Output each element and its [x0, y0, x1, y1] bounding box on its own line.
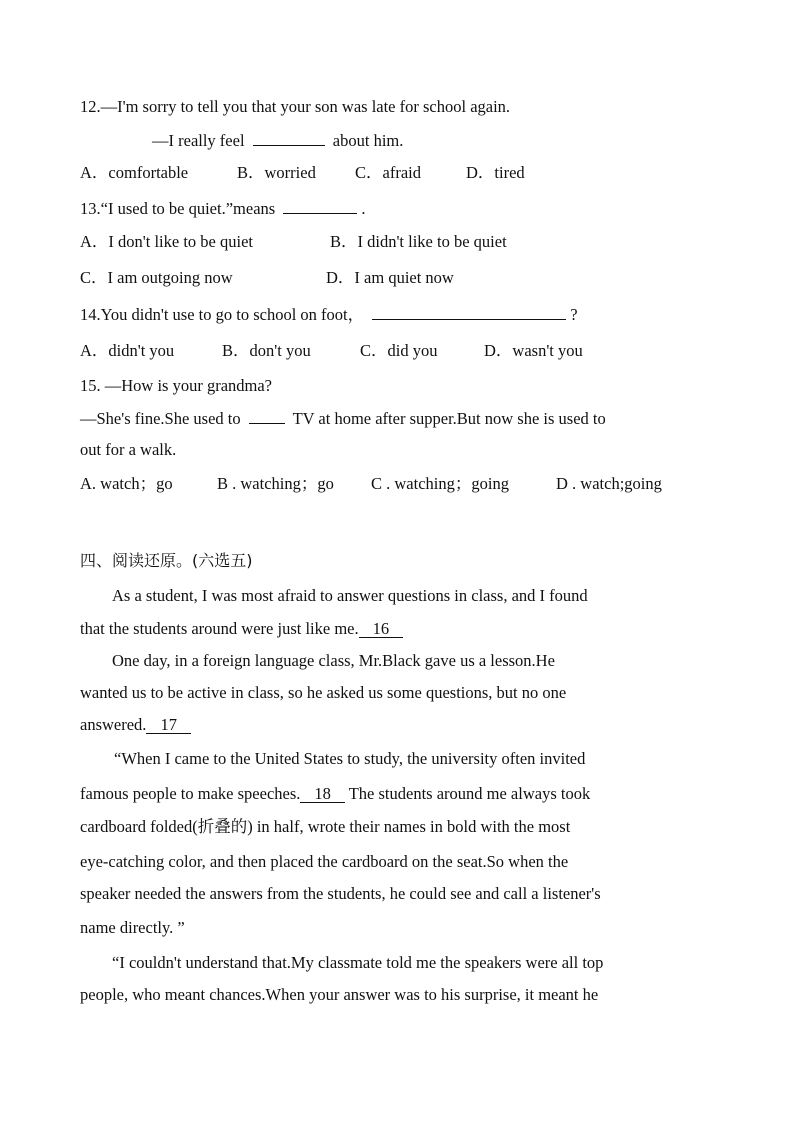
q13-stem [80, 198, 365, 219]
passage-p3-line2 [80, 784, 590, 804]
q14-stem-end: ? [570, 305, 578, 324]
q14-option-b[interactable]: B．don't you [222, 341, 311, 360]
passage-p3-line4: eye-catching color, and then placed the cardboard on the seat.So when the [80, 852, 569, 871]
q15-option-b[interactable]: B . watching；go [217, 474, 334, 493]
passage-p3-text: famous people to make speeches. [80, 784, 301, 803]
q12-reply [152, 130, 403, 151]
blank-17[interactable]: 17 [146, 716, 191, 734]
q14-stem-start: 14.You didn't use to go to school on foot， [80, 305, 365, 324]
q13-stem-start: 13.“I used to be quiet.”means [80, 199, 276, 218]
q12-option-c[interactable]: C．afraid [355, 163, 421, 182]
passage-p3-line3: cardboard folded(折叠的) in half, wrote their names in bold with the most [80, 817, 571, 836]
q15-reply-end: TV at home after supper.But now she is used to [292, 409, 606, 428]
q15-reply-start: —She's fine.She used to [80, 409, 241, 428]
passage-p2-line3 [80, 715, 191, 735]
q15-reply-continued: out for a walk. [80, 440, 177, 459]
q15-stem: 15. —How is your grandma? [80, 376, 273, 395]
q15-option-c[interactable]: C . watching；going [371, 474, 509, 493]
passage-p2-text: answered. [80, 715, 147, 734]
section-heading: 四、阅读还原。(六选五) [80, 551, 253, 570]
q12-reply-start: —I really feel [152, 131, 245, 150]
blank-16[interactable]: 16 [359, 620, 404, 638]
q12-option-a[interactable]: A．comfortable [80, 163, 189, 182]
q15-answer-blank[interactable] [249, 408, 285, 424]
q13-answer-blank[interactable] [283, 198, 357, 214]
q14-option-a[interactable]: A．didn't you [80, 341, 175, 360]
passage-p3-line6: name directly. ” [80, 918, 185, 937]
q13-option-c[interactable]: C．I am outgoing now [80, 268, 233, 287]
passage-p4-line2: people, who meant chances.When your answer was to his surprise, it meant he [80, 985, 599, 1004]
passage-p2-line1: One day, in a foreign language class, Mr.Black gave us a lesson.He [112, 651, 555, 670]
q14-answer-blank[interactable] [372, 304, 566, 320]
q14-option-d[interactable]: D．wasn't you [484, 341, 583, 360]
q12-reply-end: about him. [332, 131, 404, 150]
passage-p1-line1: As a student, I was most afraid to answer questions in class, and I found [112, 586, 588, 605]
passage-p2-line2: wanted us to be active in class, so he asked us some questions, but no one [80, 683, 567, 702]
q15-reply [80, 408, 606, 429]
q13-option-d[interactable]: D．I am quiet now [326, 268, 454, 287]
q13-option-b[interactable]: B．I didn't like to be quiet [330, 232, 507, 251]
blank-18[interactable]: 18 [300, 785, 345, 803]
passage-p4-line1: “I couldn't understand that.My classmate told me the speakers were all top [112, 953, 604, 972]
passage-p1-text: that the students around were just like me. [80, 619, 359, 638]
q15-option-d[interactable]: D . watch;going [556, 474, 662, 493]
q13-stem-end: . [361, 199, 366, 218]
q12-stem: 12.—I'm sorry to tell you that your son was late for school again. [80, 97, 511, 116]
passage-p3-line1: “When I came to the United States to study, the university often invited [114, 749, 586, 768]
q14-stem [80, 304, 578, 325]
passage-p3-text-cont: The students around me always took [348, 784, 591, 803]
passage-p3-line5: speaker needed the answers from the students, he could see and call a listener's [80, 884, 601, 903]
q15-option-a[interactable]: A. watch；go [80, 474, 173, 493]
q12-option-d[interactable]: D．tired [466, 163, 525, 182]
q12-option-b[interactable]: B．worried [237, 163, 316, 182]
q14-option-c[interactable]: C．did you [360, 341, 438, 360]
q13-option-a[interactable]: A．I don't like to be quiet [80, 232, 253, 251]
passage-p1-line2 [80, 619, 403, 639]
q12-answer-blank[interactable] [253, 130, 325, 146]
